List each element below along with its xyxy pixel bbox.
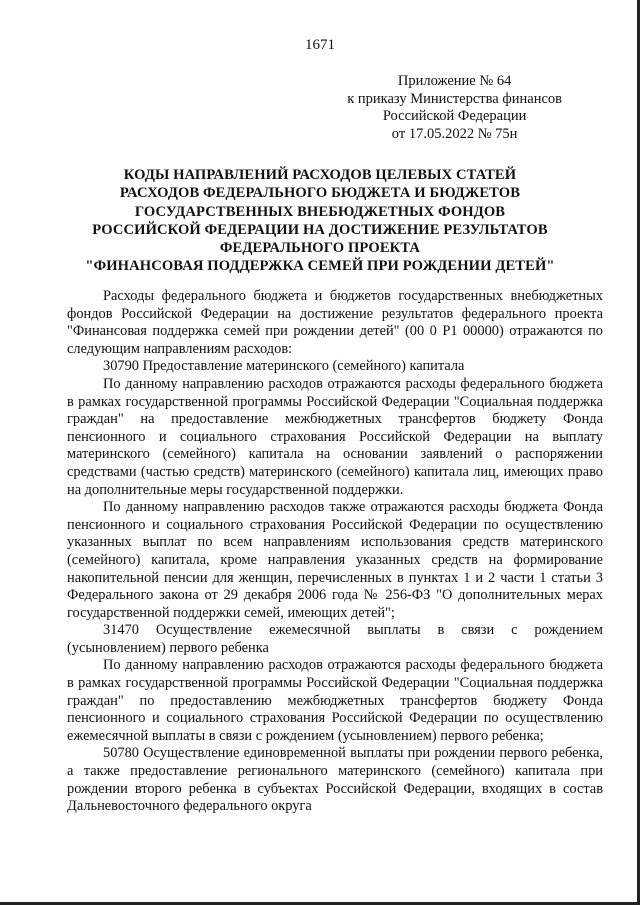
page-number: 1671	[305, 37, 335, 53]
appendix-line: к приказу Министерства финансов	[347, 90, 562, 107]
appendix-line: от 17.05.2022 № 75н	[391, 125, 518, 142]
title-line: РАСХОДОВ ФЕДЕРАЛЬНОГО БЮДЖЕТА И БЮДЖЕТОВ	[119, 185, 521, 202]
document-title	[70, 166, 570, 276]
paragraph-code-31470: 31470 Осуществление ежемесячной выплаты в связи с рождением (усыновлением) первого ребенка	[67, 622, 603, 656]
appendix-line: Приложение № 64	[397, 73, 512, 89]
paragraph-30790-also: По данному направлению расходов также отражаются расходы бюджета Фонда пенсионного и социального страхования Российской Федерации по осуществлению указанных выплат по всем направлениям использования средств материнского (семейного) капитала, кроме направления указанных средств на формирование накопительной пенсии для женщин, перечисленных в пунктах 1 и 2 части 1 статьи 3 Федерального закона от 29 декабря 2006 года № 256-ФЗ "О дополнительных мерах государственной поддержки семей, имеющих детей";	[67, 499, 603, 621]
title-line: РОССИЙСКОЙ ФЕДЕРАЦИИ НА ДОСТИЖЕНИЕ РЕЗУЛЬТАТОВ	[92, 221, 548, 238]
title-line: КОДЫ НАПРАВЛЕНИЙ РАСХОДОВ ЦЕЛЕВЫХ СТАТЕЙ	[123, 167, 517, 183]
title-line: "ФИНАНСОВАЯ ПОДДЕРЖКА СЕМЕЙ ПРИ РОЖДЕНИИ ДЕТЕЙ"	[85, 258, 555, 275]
title-line: ФЕДЕРАЛЬНОГО ПРОЕКТА	[219, 240, 421, 257]
paragraph-intro: Расходы федерального бюджета и бюджетов государственных внебюджетных фондов Российской Федерации на достижение результатов федерального проекта "Финансовая поддержка семей при рождении детей" (00 0 Р1 00000) отражаются по следующим направлениям расходов:	[67, 288, 603, 357]
appendix-header	[347, 73, 562, 143]
paragraph-code-30790: 30790 Предоставление материнского (семейного) капитала	[103, 358, 465, 375]
paragraph-code-50780: 50780 Осуществление единовременной выплаты при рождении первого ребенка, а также предоставление регионального материнского (семейного) капитала при рождении второго ребенка в субъектах Российской Федерации, входящих в состав Дальневосточного федерального округа	[67, 745, 603, 815]
document-body	[67, 288, 603, 816]
title-line: ГОСУДАРСТВЕННЫХ ВНЕБЮДЖЕТНЫХ ФОНДОВ	[134, 203, 506, 220]
paragraph-30790-description: По данному направлению расходов отражаются расходы федерального бюджета в рамках государственной программы Российской Федерации "Социальная поддержка граждан" на предоставление межбюджетных трансфертов бюджету Фонда пенсионного и социального страхования Российской Федерации на выплату материнского (семейного) капитала на основании заявлений о распоряжении средствами (частью средств) материнского (семейного) капитала лиц, имеющих право на дополнительные меры государственной поддержки.	[67, 375, 603, 498]
paragraph-31470-description: По данному направлению расходов отражаются расходы федерального бюджета в рамках государственной программы Российской Федерации "Социальная поддержка граждан" по предоставлению межбюджетных трансфертов бюджету Фонда пенсионного и социального страхования Российской Федерации по осуществлению ежемесячной выплаты в связи с рождением (усыновлением) первого ребенка;	[67, 657, 603, 744]
appendix-line: Российской Федерации	[382, 108, 527, 124]
